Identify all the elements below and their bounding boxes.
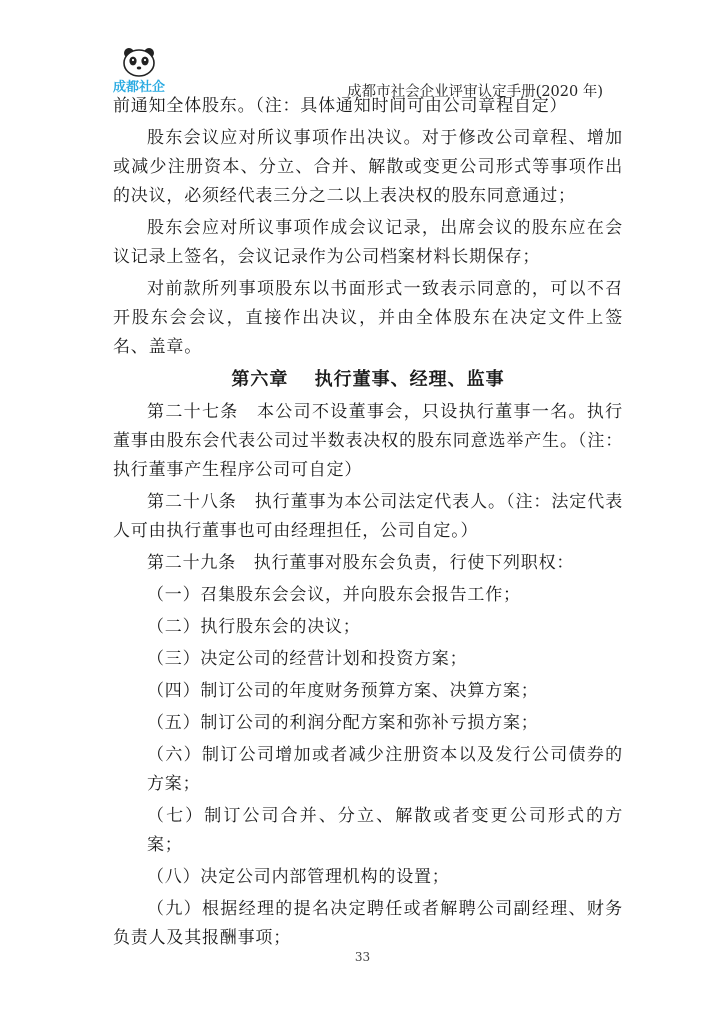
body-paragraph: 股东会应对所议事项作成会议记录，出席会议的股东应在会议记录上签名，会议记录作为公司档案材料长期保存； (113, 218, 623, 267)
list-item: （六）制订公司增加或者减少注册资本以及发行公司债券的方案； (147, 745, 623, 794)
body-paragraph: 前通知全体股东。（注：具体通知时间可由公司章程自定） (113, 96, 568, 116)
page-number: 33 (354, 950, 371, 964)
list-item: （七）制订公司合并、分立、解散或者变更公司形式的方案； (147, 806, 623, 855)
body-paragraph: 第二十八条 执行董事为本公司法定代表人。（注：法定代表人可由执行董事也可由经理担任，公司自定。） (113, 492, 623, 541)
logo-text: 成都社企 (112, 80, 165, 95)
list-item: （八）决定公司内部管理机构的设置； (147, 867, 450, 887)
document-body (113, 92, 623, 956)
list-item: （五）制订公司的利润分配方案和弥补亏损方案； (147, 713, 539, 733)
list-item: （二）执行股东会的决议； (147, 617, 361, 637)
list-item: （一）召集股东会会议，并向股东会报告工作； (147, 585, 521, 605)
running-header-title: 成都市社会企业评审认定手册(2020 年) (347, 84, 603, 100)
body-paragraph: 第二十九条 执行董事对股东会负责，行使下列职权： (147, 553, 575, 573)
list-item: （四）制订公司的年度财务预算方案、决算方案； (147, 681, 539, 701)
chapter-heading: 第六章 执行董事、经理、监事 (231, 369, 505, 390)
body-paragraph: 对前款所列事项股东以书面形式一致表示同意的，可以不召开股东会会议，直接作出决议，并由全体股东在决定文件上签名、盖章。 (113, 279, 623, 357)
body-paragraph: 股东会议应对所议事项作出决议。对于修改公司章程、增加或减少注册资本、分立、合并、解散或变更公司形式等事项作出的决议，必须经代表三分之二以上表决权的股东同意通过； (113, 128, 623, 206)
body-paragraph: 第二十七条 本公司不设董事会，只设执行董事一名。执行董事由股东会代表公司过半数表决权的股东同意选举产生。（注：执行董事产生程序公司可自定） (113, 402, 623, 480)
chengdu-social-enterprise-logo (110, 46, 168, 95)
list-item: （九）根据经理的提名决定聘任或者解聘公司副经理、财务负责人及其报酬事项； (113, 899, 623, 948)
list-item: （三）决定公司的经营计划和投资方案； (147, 649, 468, 669)
panda-icon (110, 46, 168, 78)
